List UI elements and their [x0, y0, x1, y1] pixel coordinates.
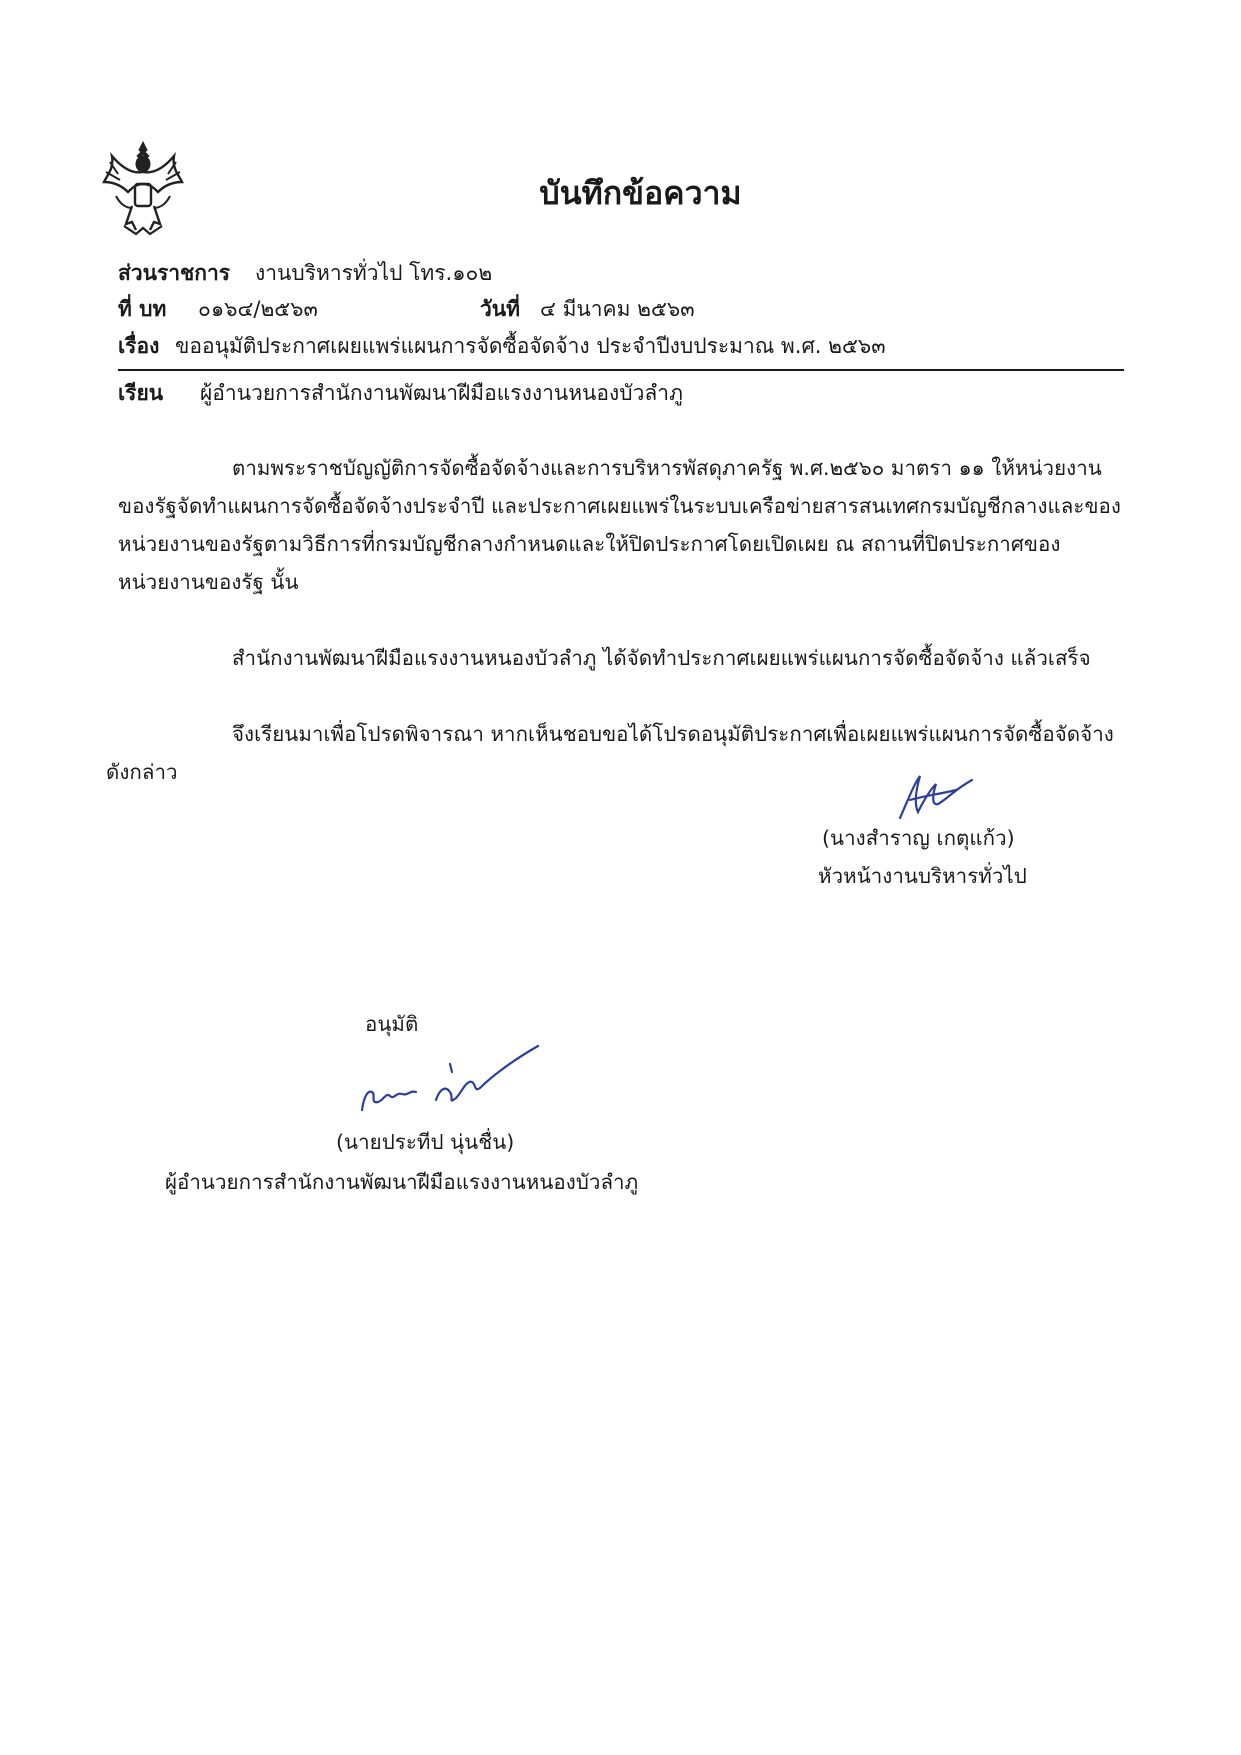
- signature-2: [350, 1042, 550, 1122]
- body-p1-line3: หน่วยงานของรัฐตามวิธีการที่กรมบัญชีกลางกำหนดและให้ปิดประกาศโดยเปิดเผย ณ สถานที่ปิดประกาศของ: [118, 532, 1061, 556]
- header-divider: [118, 369, 1124, 371]
- page-title: บันทึกข้อความ: [539, 174, 742, 212]
- dept-label: ส่วนราชการ: [118, 261, 231, 285]
- ref-value: ๐๑๖๔/๒๕๖๓: [198, 297, 318, 321]
- approval-position: ผู้อำนวยการสำนักงานพัฒนาฝีมือแรงงานหนองบัวลำภู: [165, 1170, 639, 1194]
- subject-value: ขออนุมัติประกาศเผยแพร่แผนการจัดซื้อจัดจ้าง ประจำปีงบประมาณ พ.ศ. ๒๕๖๓: [175, 334, 886, 358]
- to-value: ผู้อำนวยการสำนักงานพัฒนาฝีมือแรงงานหนองบัวลำภู: [200, 381, 683, 405]
- signature-1: [880, 760, 980, 830]
- date-value: ๔ มีนาคม ๒๕๖๓: [540, 297, 695, 321]
- body-p3-line1: จึงเรียนมาเพื่อโปรดพิจารณา หากเห็นชอบขอได้โปรดอนุมัติประกาศเพื่อเผยแพร่แผนการจัดซื้อจัดจ้าง: [232, 722, 1114, 746]
- body-p2: สำนักงานพัฒนาฝีมือแรงงานหนองบัวลำภู ได้จัดทำประกาศเผยแพร่แผนการจัดซื้อจัดจ้าง แล้วเสร็จ: [232, 646, 1091, 670]
- body-p1-line4: หน่วยงานของรัฐ นั้น: [118, 570, 299, 594]
- body-p1-line2: ของรัฐจัดทำแผนการจัดซื้อจัดจ้างประจำปี และประกาศเผยแพร่ในระบบเครือข่ายสารสนเทศกรมบัญชีกลางและของ: [118, 494, 1121, 518]
- to-label: เรียน: [118, 381, 164, 405]
- date-label: วันที่: [480, 297, 520, 321]
- ref-label: ที่ บท: [118, 297, 167, 321]
- approval-label: อนุมัติ: [365, 1012, 419, 1036]
- approval-name: (นายประทีป นุ่นชื่น): [336, 1130, 515, 1154]
- signer1-name: (นางสำราญ เกตุแก้ว): [822, 826, 1015, 850]
- subject-label: เรื่อง: [118, 334, 160, 358]
- dept-value: งานบริหารทั่วไป โทร.๑๐๒: [255, 261, 493, 285]
- body-p1-line1: ตามพระราชบัญญัติการจัดซื้อจัดจ้างและการบริหารพัสดุภาครัฐ พ.ศ.๒๕๖๐ มาตรา ๑๑ ให้หน่วยงาน: [232, 456, 1102, 480]
- body-p3-line2: ดังกล่าว: [106, 760, 178, 784]
- signer1-position: หัวหน้างานบริหารทั่วไป: [818, 864, 1027, 888]
